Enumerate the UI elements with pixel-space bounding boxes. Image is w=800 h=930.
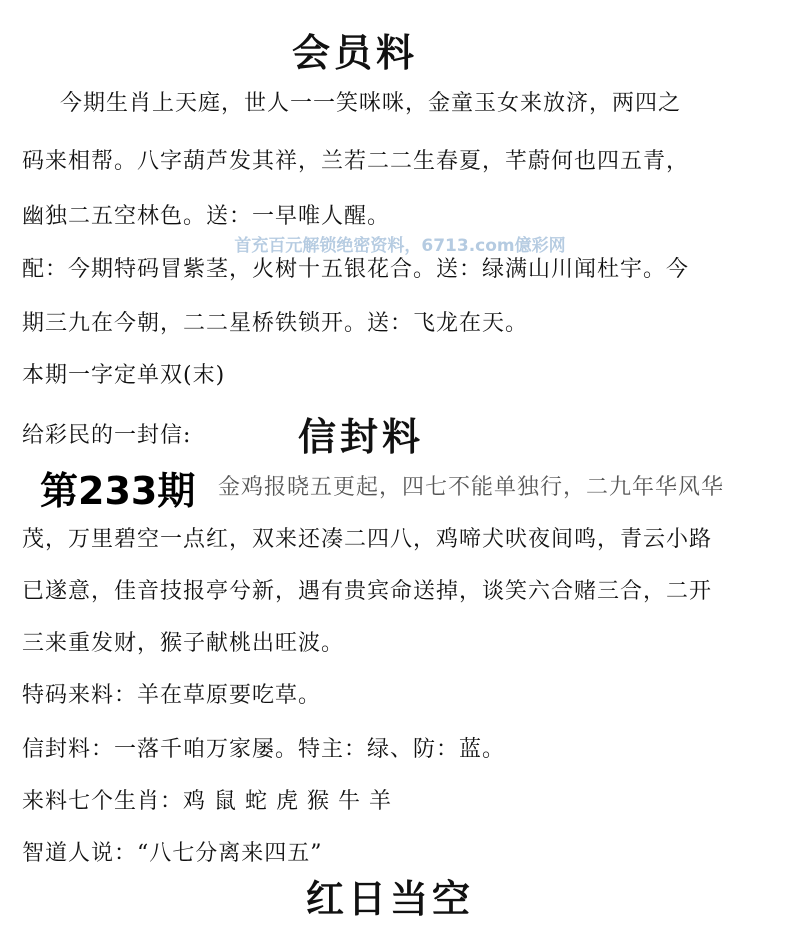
envelope-heading: 信封料 bbox=[298, 414, 425, 459]
para2-line1: 配：今期特码冒紫茎，火树十五银花合。送：绿满山川闻杜宇。今 bbox=[22, 257, 690, 282]
letter-label: 给彩民的一封信: bbox=[22, 423, 192, 448]
para1-line3: 幽独二五空林色。送：一早唯人醒。 bbox=[22, 204, 391, 229]
watermark: 首充百元解锁绝密资料，6713.com億彩网 bbox=[234, 236, 566, 256]
poem-line2: 茂，万里碧空一点红，双来还凑二四八，鸡啼犬吠夜间鸣，青云小路 bbox=[22, 527, 713, 552]
poem-line1: 金鸡报晓五更起，四七不能单独行，二九年华风华 bbox=[218, 475, 725, 500]
single-char-line: 本期一字定单双(末) bbox=[22, 363, 226, 388]
title-main: 会员料 bbox=[292, 30, 419, 75]
issue-label: 第233期 bbox=[36, 460, 199, 515]
poem-line4: 三来重发财，猴子献桃出旺波。 bbox=[22, 631, 345, 656]
para1-line1: 今期生肖上天庭，世人一一笑咪咪，金童玉女来放济，两四之 bbox=[60, 91, 682, 116]
envelope-line: 信封料：一落千咱万家屡。特主：绿、防：蓝。 bbox=[22, 737, 506, 762]
taoist-line: 智道人说：“八七分离来四五” bbox=[22, 841, 323, 866]
poem-line3: 已遂意，佳音技报亭兮新，遇有贵宾命送掉，谈笑六合赌三合，二开 bbox=[22, 579, 713, 604]
para2-line2: 期三九在今朝，二二星桥铁锁开。送：飞龙在天。 bbox=[22, 311, 529, 336]
footer-heading: 红日当空 bbox=[306, 876, 475, 921]
para1-line2: 码来相帮。八字葫芦发其祥，兰若二二生春夏，芊蔚何也四五青， bbox=[22, 149, 690, 174]
special-code-line: 特码来料：羊在草原要吃草。 bbox=[22, 683, 322, 708]
zodiac-line: 来料七个生肖：鸡 鼠 蛇 虎 猴 牛 羊 bbox=[22, 789, 392, 814]
